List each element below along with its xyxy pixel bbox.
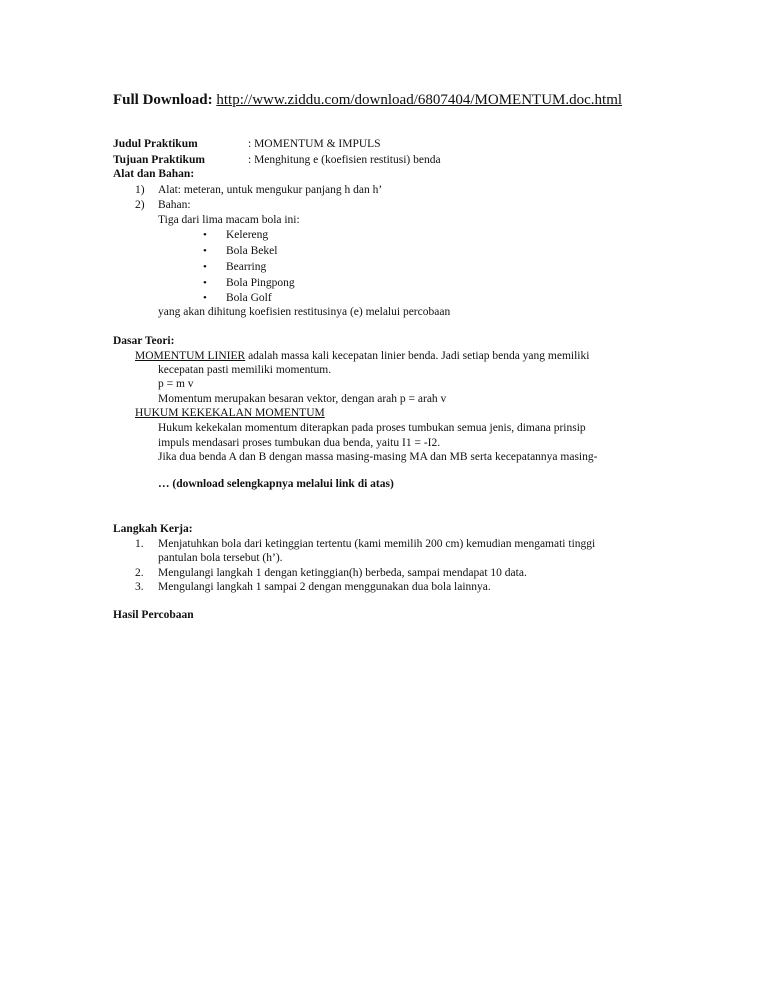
hukum-line-2: impuls mendasari proses tumbukan dua benda, yaitu I1 = -I2.	[158, 437, 441, 449]
momentum-definition-cont: kecepatan pasti memiliki momentum.	[158, 364, 332, 376]
alat-heading: Alat dan Bahan:	[113, 168, 195, 180]
hukum-heading: HUKUM KEKEKALAN MOMENTUM	[135, 407, 325, 419]
ball-item-bola-golf: Bola Golf	[226, 292, 272, 304]
ball-item-kelereng: Kelereng	[226, 229, 269, 241]
ball-item-bearring: Bearring	[226, 261, 267, 273]
alat-item2-text: Bahan:	[158, 199, 191, 211]
alat-item1-number: 1)	[135, 184, 145, 196]
alat-item1-text: Alat: meteran, untuk mengukur panjang h dan h’	[158, 184, 383, 196]
bullet-icon: •	[203, 245, 207, 257]
hasil-heading: Hasil Percobaan	[113, 609, 194, 621]
bullet-icon: •	[203, 261, 207, 273]
hukum-line-3: Jika dua benda A dan B dengan massa masing-masing MA dan MB serta kecepatannya masing-	[158, 451, 598, 463]
step1-number: 1.	[135, 538, 144, 550]
bullet-icon: •	[203, 277, 207, 289]
bahan-intro: Tiga dari lima macam bola ini:	[158, 214, 300, 226]
download-line	[113, 90, 622, 110]
step1-line-2: pantulan bola tersebut (h’).	[158, 552, 283, 564]
alat-item2-number: 2)	[135, 199, 145, 211]
step3-text: Mengulangi langkah 1 sampai 2 dengan menggunakan dua bola lainnya.	[158, 581, 491, 593]
teori-heading: Dasar Teori:	[113, 335, 175, 347]
momentum-term: MOMENTUM LINIER	[135, 350, 246, 362]
step2-number: 2.	[135, 567, 144, 579]
download-link[interactable]: http://www.ziddu.com/download/6807404/MOMENTUM.doc.html	[216, 92, 623, 108]
step3-number: 3.	[135, 581, 144, 593]
download-more-note: … (download selengkapnya melalui link di atas)	[158, 478, 394, 490]
step2-text: Mengulangi langkah 1 dengan ketinggian(h) berbeda, sampai mendapat 10 data.	[158, 567, 527, 579]
vector-note: Momentum merupakan besaran vektor, dengan arah p = arah v	[158, 393, 447, 405]
bullet-icon: •	[203, 229, 207, 241]
bahan-closing: yang akan dihitung koefisien restitusinya (e) melalui percobaan	[158, 306, 451, 318]
tujuan-label: Tujuan Praktikum	[113, 154, 205, 166]
momentum-formula: p = m v	[158, 378, 194, 390]
hukum-line-1: Hukum kekekalan momentum diterapkan pada proses tumbukan semua jenis, dimana prinsip	[158, 422, 586, 434]
ball-item-bola-pingpong: Bola Pingpong	[226, 277, 295, 289]
momentum-definition: adalah massa kali kecepatan linier benda. Jadi setiap benda yang memiliki	[245, 350, 590, 362]
tujuan-value: : Menghitung e (koefisien restitusi) benda	[248, 154, 441, 166]
judul-label: Judul Praktikum	[113, 138, 198, 150]
ball-item-bola-bekel: Bola Bekel	[226, 245, 278, 257]
judul-value: : MOMENTUM & IMPULS	[248, 138, 381, 150]
langkah-heading: Langkah Kerja:	[113, 523, 193, 535]
download-label: Full Download:	[113, 92, 213, 108]
step1-line-1: Menjatuhkan bola dari ketinggian tertentu (kami memilih 200 cm) kemudian mengamati tinggi	[158, 538, 596, 550]
bullet-icon: •	[203, 292, 207, 304]
